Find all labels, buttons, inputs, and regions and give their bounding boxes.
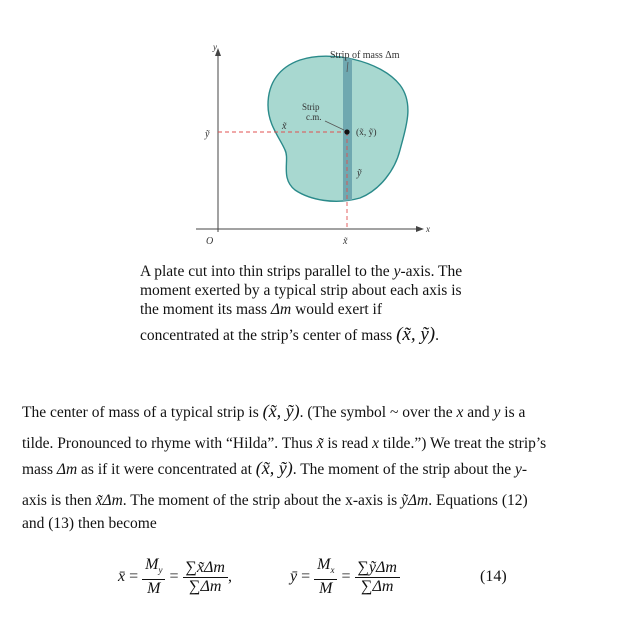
caption-line	[140, 262, 520, 281]
caption-text: the moment its mass	[140, 301, 271, 318]
body-var: y	[515, 461, 522, 478]
eq-numerator: $M_y$	[142, 556, 165, 580]
figure-caption	[140, 262, 520, 345]
caption-text: -axis. The	[400, 263, 463, 280]
body-line	[22, 455, 618, 483]
body-text: is read	[323, 435, 373, 452]
body-text: is a	[500, 404, 526, 421]
eq-equals: =	[129, 567, 139, 585]
body-text: tilde.”) We treat the strip’s	[379, 435, 547, 452]
strip-cm-label-1: Strip	[302, 102, 320, 112]
body-line	[22, 398, 618, 426]
x-tilde-axis-label: x̃	[343, 236, 348, 247]
caption-var: Δm	[270, 301, 292, 318]
body-math: Δm	[56, 461, 78, 478]
eq-symbol: ȳ	[290, 567, 298, 585]
caption-text: .	[435, 327, 439, 344]
eq-equals: =	[301, 567, 311, 585]
body-text: as if it were concentrated at	[77, 461, 256, 478]
body-paragraph	[22, 398, 618, 535]
caption-text: concentrated at the strip’s center of mass	[140, 327, 397, 344]
body-math: (x̃, ỹ)	[262, 401, 300, 421]
caption-point: (x̃, ỹ)	[396, 324, 436, 345]
origin-label: O	[206, 236, 214, 247]
body-var: y	[493, 404, 501, 421]
figure-plate-strips	[0, 0, 636, 262]
body-var: x	[456, 404, 464, 421]
body-var: x	[372, 435, 380, 452]
eq-denominator: ∑Δm	[189, 577, 222, 595]
eq-fraction-sum	[183, 559, 228, 596]
caption-text: A plate cut into thin strips parallel to the	[140, 263, 394, 280]
eq-numerator: ∑ỹΔm	[355, 559, 400, 578]
body-math: ỹΔm	[401, 492, 429, 509]
strip-cm-label-2: c.m.	[306, 112, 322, 122]
body-line	[22, 489, 618, 512]
eq-equals: =	[341, 567, 351, 585]
body-text: . Equations (12)	[428, 492, 528, 509]
body-math: x̃Δm	[95, 492, 123, 509]
body-text: The center of mass of a typical strip is	[22, 404, 263, 421]
body-text: axis is then	[22, 492, 96, 509]
x-axis-label: x	[426, 224, 430, 234]
equation-xbar	[118, 556, 232, 598]
eq-fraction-moment	[142, 556, 165, 598]
eq-denominator: M	[147, 580, 161, 598]
eq-comma: ,	[227, 567, 232, 585]
body-line: and (13) then become	[22, 515, 157, 532]
body-line	[22, 432, 618, 455]
body-text: . The moment of the strip about the	[292, 461, 516, 478]
eq-symbol: x̄	[118, 567, 126, 585]
plate	[268, 56, 408, 201]
caption-line	[140, 300, 520, 319]
x-tilde-inside: x̃	[282, 121, 287, 132]
body-text: mass	[22, 461, 57, 478]
y-axis-label: y	[213, 42, 217, 52]
body-math: (x̃, ỹ)	[255, 458, 293, 478]
body-text: tilde. Pronounced to rhyme with “Hilda”. Thus	[22, 435, 317, 452]
body-text: . (The symbol ~ over the	[299, 404, 457, 421]
body-text: . The moment of the strip about the x-axis is	[122, 492, 402, 509]
eq-fraction-sum	[355, 559, 400, 596]
eq-denominator: M	[319, 580, 333, 598]
center-of-mass-dot	[344, 129, 349, 134]
x-axis-arrow	[416, 226, 424, 232]
eq-numerator: ∑x̃Δm	[183, 559, 228, 578]
body-text: and	[463, 404, 494, 421]
caption-line	[140, 325, 520, 345]
eq-denominator: ∑Δm	[361, 577, 394, 595]
caption-line: moment exerted by a typical strip about each axis is	[140, 282, 462, 299]
eq-fraction-moment	[314, 556, 337, 598]
strip-title: Strip of mass Δm	[330, 50, 400, 61]
eq-numerator: $M_x$	[314, 556, 337, 580]
body-text: -	[521, 461, 528, 478]
y-tilde-axis-label: ỹ	[205, 129, 210, 140]
eq-equals: =	[169, 567, 179, 585]
point-label: (x̃, ỹ)	[356, 128, 377, 138]
body-math: x̃	[316, 435, 324, 452]
caption-text: would exert if	[291, 301, 383, 318]
caption-var: y	[393, 263, 401, 280]
equation-number: (14)	[480, 568, 507, 585]
y-tilde-inside: ỹ	[357, 168, 362, 179]
equation-ybar	[290, 556, 400, 598]
